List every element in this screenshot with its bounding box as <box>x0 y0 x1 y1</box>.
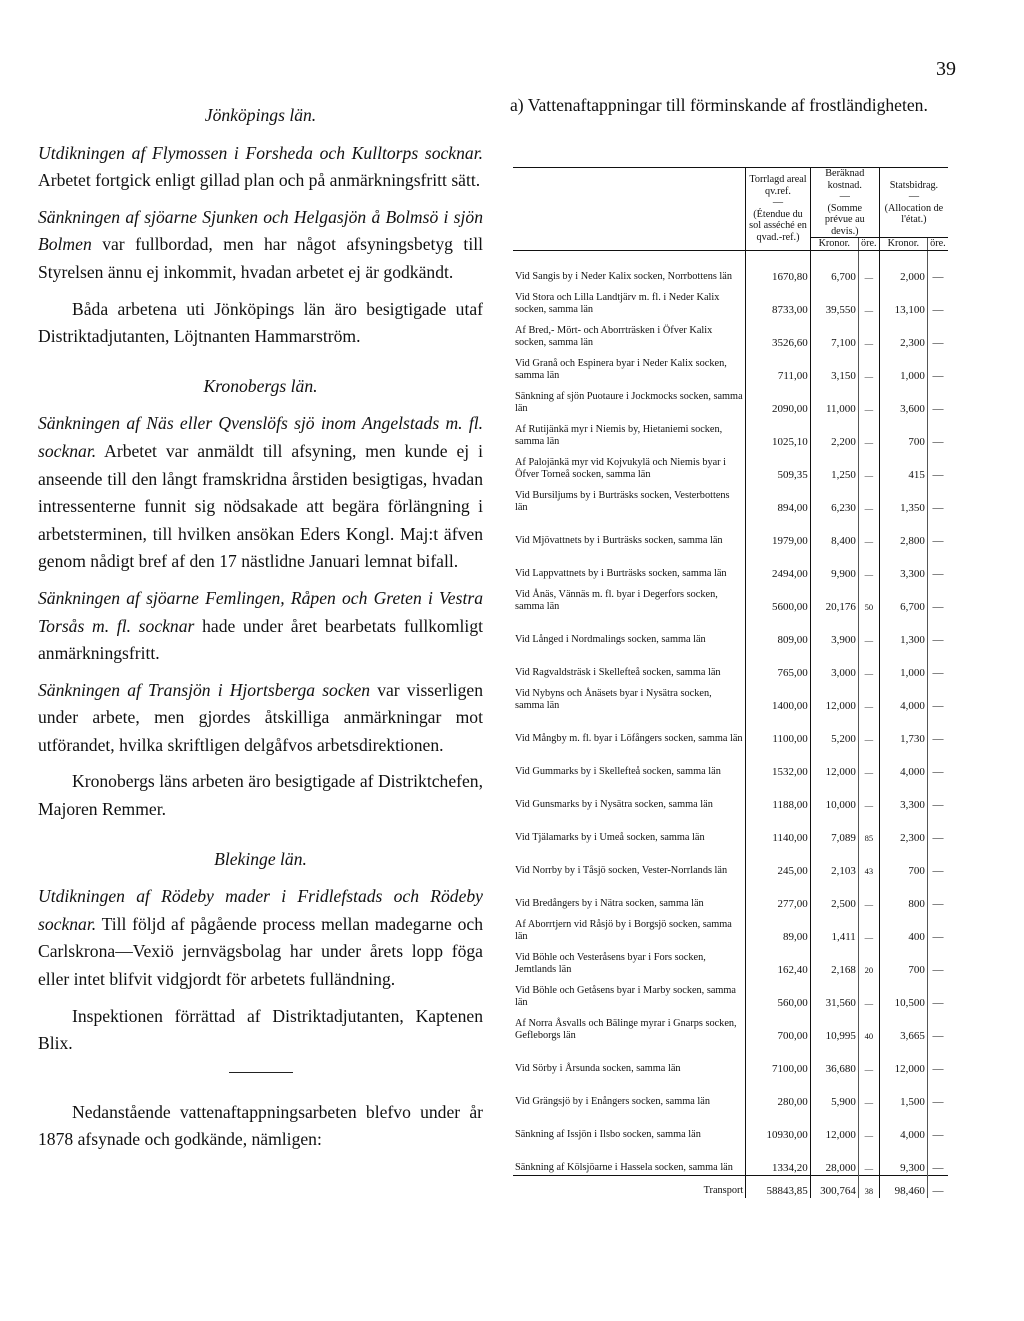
row-place: Vid Ånäs, Vännäs m. fl. byar i Degerfors socken, samma län <box>515 589 718 613</box>
row-area: 711,00 <box>746 350 810 383</box>
row-cost: 7,100 <box>810 317 858 350</box>
paragraph-text: hade under året bearbetats fullkomligt anmärkningsfritt. <box>38 615 484 664</box>
table-row <box>513 647 948 680</box>
row-ore: — <box>858 911 879 944</box>
row-cost: 2,200 <box>810 416 858 449</box>
row-cost: 10,995 <box>810 1010 858 1043</box>
row-grant: 13,100 <box>879 284 927 317</box>
row-ore: 20 <box>858 944 879 977</box>
header-grant-title: Statsbidrag. <box>889 179 939 191</box>
row-cost: 2,500 <box>810 878 858 911</box>
row-place: Af Norra Åsvalls och Bälinge myrar i Gnarps socken, Gefleborgs län <box>515 1018 737 1042</box>
table-row <box>513 250 948 284</box>
row-grant: 400 <box>879 911 927 944</box>
row-place: Vid Mjövattnets by i Burträsks socken, samma län <box>515 535 723 547</box>
row-place: Af Bred,- Mört- och Aborrträsken i Öfver Kalix socken, samma län <box>515 325 713 349</box>
paragraph-title: Sänkningen af Näs eller Qvenslöfs sjö inom Angelstads m. fl. socknar. <box>38 413 483 461</box>
row-ore: — <box>858 1076 879 1109</box>
row-grant: 3,300 <box>879 779 927 812</box>
row-area: 560,00 <box>746 977 810 1010</box>
row-ore: — <box>858 779 879 812</box>
row-ore-grant: — <box>927 581 948 614</box>
row-cost: 9,900 <box>810 548 858 581</box>
paragraph-text: var fullbordad, men har något afsyningsbetyg till Styrelsen ännu ej inkommit, hvadan arbetet ej är godkändt. <box>38 234 483 282</box>
row-grant: 1,350 <box>879 482 927 515</box>
transport-grant: 98,460 <box>879 1175 927 1198</box>
row-grant: 2,800 <box>879 515 927 548</box>
row-ore-grant: — <box>927 614 948 647</box>
row-ore-grant: — <box>927 548 948 581</box>
table-row <box>513 482 948 515</box>
row-ore: — <box>858 383 879 416</box>
row-area: 3526,60 <box>746 317 810 350</box>
row-ore: 40 <box>858 1010 879 1043</box>
table-row <box>513 845 948 878</box>
row-ore: — <box>858 1142 879 1176</box>
row-ore: — <box>858 350 879 383</box>
row-area: 1334,20 <box>746 1142 810 1176</box>
header-area-unit: qv.ref. <box>765 185 791 197</box>
transport-cost: 300,764 <box>810 1175 858 1198</box>
row-ore: — <box>858 482 879 515</box>
header-cost-title: Beräknad kostnad. <box>825 168 865 191</box>
table-row <box>513 812 948 845</box>
row-place: Vid Bursiljums by i Burträsks socken, Vesterbottens län <box>515 490 730 514</box>
row-area: 1979,00 <box>746 515 810 548</box>
row-ore-grant: — <box>927 845 948 878</box>
row-cost: 3,000 <box>810 647 858 680</box>
row-area: 1188,00 <box>746 779 810 812</box>
row-area: 162,40 <box>746 944 810 977</box>
row-cost: 8,400 <box>810 515 858 548</box>
row-grant: 3,600 <box>879 383 927 416</box>
header-cost-french: (Somme prévue au devis.) <box>824 202 865 237</box>
row-area: 894,00 <box>746 482 810 515</box>
row-ore: — <box>858 250 879 284</box>
row-area: 277,00 <box>746 878 810 911</box>
row-ore-grant: — <box>927 515 948 548</box>
row-ore-grant: — <box>927 250 948 284</box>
row-place: Vid Grängsjö by i Enångers socken, samma län <box>515 1096 710 1108</box>
table-row <box>513 449 948 482</box>
row-area: 5600,00 <box>746 581 810 614</box>
row-cost: 36,680 <box>810 1043 858 1076</box>
row-ore-grant: — <box>927 449 948 482</box>
row-cost: 28,000 <box>810 1142 858 1176</box>
paragraph-text: Arbetet fortgick enligt gillad plan och på anmärkningsfritt sätt. <box>38 170 481 191</box>
table-body <box>513 250 948 1175</box>
row-place: Vid Lappvattnets by i Burträsks socken, samma län <box>515 568 727 580</box>
row-area: 245,00 <box>746 845 810 878</box>
row-grant: 1,500 <box>879 1076 927 1109</box>
paragraph-rodeby <box>38 883 483 993</box>
header-grant: Statsbidrag. — (Allocation de l'état.) <box>879 168 948 238</box>
row-place: Vid Granå och Espinera byar i Neder Kalix socken, samma län <box>515 358 727 382</box>
table-row <box>513 944 948 977</box>
row-grant: 415 <box>879 449 927 482</box>
row-area: 809,00 <box>746 614 810 647</box>
paragraph-text: var visserligen under arbete, men gjordes åtskilliga anmärkningar mot utförandet, hvilka skriftligen delgåfvos arbetsdirektionen. <box>38 679 483 755</box>
row-ore: — <box>858 680 879 713</box>
row-place: Vid Sangis by i Neder Kalix socken, Norrbottens län <box>515 271 733 283</box>
row-ore-grant: — <box>927 746 948 779</box>
section-heading-kronoberg: Kronobergs län. <box>203 375 318 396</box>
row-ore: 85 <box>858 812 879 845</box>
table-row <box>513 911 948 944</box>
row-ore: — <box>858 878 879 911</box>
row-ore-grant: — <box>927 812 948 845</box>
row-ore: — <box>858 746 879 779</box>
row-ore: — <box>858 1109 879 1142</box>
row-place: Vid Nybyns och Ånäsets byar i Nysätra socken, samma län <box>515 688 712 712</box>
header-ore-grant: öre. <box>927 238 948 251</box>
row-area: 8733,00 <box>746 284 810 317</box>
paragraph-title: Sänkningen af sjöarne Femlingen, Råpen och Greten i Vestra Torsås m. fl. socknar <box>38 587 483 636</box>
row-ore-grant: — <box>927 1142 948 1176</box>
row-grant: 9,300 <box>879 1142 927 1176</box>
row-cost: 5,200 <box>810 713 858 746</box>
row-area: 765,00 <box>746 647 810 680</box>
row-grant: 1,000 <box>879 350 927 383</box>
row-grant: 1,300 <box>879 614 927 647</box>
row-area: 7100,00 <box>746 1043 810 1076</box>
row-place: Vid Mångby m. fl. byar i Löfångers socken, samma län <box>515 733 743 745</box>
table-row <box>513 581 948 614</box>
table-row <box>513 515 948 548</box>
row-grant: 2,300 <box>879 812 927 845</box>
row-ore-grant: — <box>927 383 948 416</box>
table-row <box>513 977 948 1010</box>
table-row <box>513 317 948 350</box>
row-grant: 12,000 <box>879 1043 927 1076</box>
transport-label: Transport <box>513 1175 746 1198</box>
row-grant: 2,300 <box>879 317 927 350</box>
row-place: Vid Gummarks by i Skellefteå socken, samma län <box>515 766 721 778</box>
row-area: 280,00 <box>746 1076 810 1109</box>
row-ore: — <box>858 284 879 317</box>
row-cost: 3,150 <box>810 350 858 383</box>
paragraph-intro-table: Nedanstående vattenaftappningsarbeten blefvo under år 1878 afsynade och godkände, nämligen: <box>38 1101 483 1150</box>
row-grant: 10,500 <box>879 977 927 1010</box>
row-cost: 12,000 <box>810 1109 858 1142</box>
row-cost: 12,000 <box>810 746 858 779</box>
row-grant: 6,700 <box>879 581 927 614</box>
row-ore: — <box>858 713 879 746</box>
row-ore-grant: — <box>927 1076 948 1109</box>
table-row <box>513 350 948 383</box>
row-grant: 700 <box>879 944 927 977</box>
row-cost: 12,000 <box>810 680 858 713</box>
row-cost: 6,230 <box>810 482 858 515</box>
row-ore-grant: — <box>927 1109 948 1142</box>
row-grant: 4,000 <box>879 1109 927 1142</box>
row-area: 1532,00 <box>746 746 810 779</box>
row-cost: 3,900 <box>810 614 858 647</box>
row-place: Vid Bredångers by i Nätra socken, samma län <box>515 898 704 910</box>
paragraph-title: Utdikningen af Flymossen i Forsheda och Kulltorps socknar. <box>38 142 483 163</box>
row-area: 89,00 <box>746 911 810 944</box>
paragraph-flymossen <box>38 140 483 195</box>
row-ore: — <box>858 1043 879 1076</box>
left-column <box>38 92 483 1163</box>
row-ore: — <box>858 977 879 1010</box>
divider <box>229 1072 293 1073</box>
row-area: 700,00 <box>746 1010 810 1043</box>
row-grant: 4,000 <box>879 680 927 713</box>
row-ore-grant: — <box>927 911 948 944</box>
row-ore: — <box>858 317 879 350</box>
row-cost: 6,700 <box>810 250 858 284</box>
row-ore-grant: — <box>927 284 948 317</box>
table-row <box>513 779 948 812</box>
transport-ore-grant: — <box>927 1175 948 1198</box>
row-cost: 2,168 <box>810 944 858 977</box>
row-ore: — <box>858 449 879 482</box>
header-ore: öre. <box>858 238 879 251</box>
row-grant: 700 <box>879 845 927 878</box>
header-grant-french: (Allocation de l'état.) <box>884 202 944 225</box>
table-row <box>513 1109 948 1142</box>
row-area: 1400,00 <box>746 680 810 713</box>
row-place: Vid Böhle och Getåsens byar i Marby socken, samma län <box>515 985 736 1009</box>
row-area: 2494,00 <box>746 548 810 581</box>
row-area: 509,35 <box>746 449 810 482</box>
row-place: Vid Tjälamarks by i Umeå socken, samma län <box>515 832 705 844</box>
paragraph-femlingen <box>38 585 483 668</box>
row-area: 1140,00 <box>746 812 810 845</box>
row-area: 1670,80 <box>746 250 810 284</box>
paragraph-nas <box>38 410 483 576</box>
row-ore-grant: — <box>927 482 948 515</box>
section-heading-blekinge: Blekinge län. <box>214 848 307 869</box>
transport-row <box>513 1175 948 1198</box>
paragraph-title: Utdikningen af Rödeby mader i Fridlefstads och Rödeby socknar. <box>38 886 483 934</box>
row-ore-grant: — <box>927 647 948 680</box>
paragraph-text: Arbetet var anmäldt till afsyning, men kunde ej i anseende till den långt framskridna årstiden besigtigas, hvadan intressenterne funnit sig nödsakade att begära förlängning i arbetsterminen, till hvilken ansökan Eders Kongl. Maj:t äfven genom nådigt bref af den 17 nästlidne Januari lemnat bifall. <box>38 440 483 572</box>
row-cost: 1,411 <box>810 911 858 944</box>
transport-area: 58843,85 <box>746 1175 810 1198</box>
row-grant: 700 <box>879 416 927 449</box>
row-grant: 3,665 <box>879 1010 927 1043</box>
row-area: 10930,00 <box>746 1109 810 1142</box>
row-cost: 1,250 <box>810 449 858 482</box>
row-ore-grant: — <box>927 944 948 977</box>
table-row <box>513 548 948 581</box>
row-area: 1100,00 <box>746 713 810 746</box>
paragraph-inspection-jonkoping: Båda arbetena uti Jönköpings län äro besigtigade utaf Distriktadjutanten, Löjtnanten Hammarström. <box>38 298 483 347</box>
row-grant: 1,730 <box>879 713 927 746</box>
row-place: Sänkning af Issjön i Ilsbo socken, samma län <box>515 1129 701 1141</box>
paragraph-inspection-kronoberg: Kronobergs läns arbeten äro besigtigade af Distriktchefen, Majoren Remmer. <box>38 771 483 820</box>
table-row <box>513 614 948 647</box>
table-row <box>513 1142 948 1176</box>
row-ore-grant: — <box>927 416 948 449</box>
row-grant: 3,300 <box>879 548 927 581</box>
row-place: Af Aborrtjern vid Råsjö by i Borgsjö socken, samma län <box>515 919 732 943</box>
row-cost: 39,550 <box>810 284 858 317</box>
header-area-title: Torrlagd areal <box>749 174 807 186</box>
row-ore-grant: — <box>927 878 948 911</box>
table-row <box>513 1010 948 1043</box>
row-cost: 10,000 <box>810 779 858 812</box>
row-place: Sänkning af sjön Puotaure i Jockmocks socken, samma län <box>515 391 743 415</box>
table-row <box>513 713 948 746</box>
row-cost: 20,176 <box>810 581 858 614</box>
table-row <box>513 383 948 416</box>
row-grant: 1,000 <box>879 647 927 680</box>
table-row <box>513 284 948 317</box>
table-row <box>513 1076 948 1109</box>
row-ore: — <box>858 548 879 581</box>
table-heading: a) Vattenaftappningar till förminskande af frostländigheten. <box>510 95 928 115</box>
row-place: Vid Gunsmarks by i Nysätra socken, samma län <box>515 799 713 811</box>
row-place: Vid Böhle och Vesteråsens byar i Fors socken, Jemtlands län <box>515 952 706 976</box>
row-ore-grant: — <box>927 350 948 383</box>
row-place: Af Palojänkä myr vid Kojvukylä och Niemis byar i Öfver Torneå socken, samma län <box>515 457 727 481</box>
header-place <box>513 168 746 251</box>
row-ore-grant: — <box>927 1043 948 1076</box>
table-header-row <box>513 168 948 238</box>
table-row <box>513 416 948 449</box>
right-column <box>510 92 980 118</box>
row-ore-grant: — <box>927 779 948 812</box>
row-place: Sänkning af Kölsjöarne i Hassela socken, samma län <box>515 1162 733 1174</box>
page-number: 39 <box>936 58 956 80</box>
row-grant: 2,000 <box>879 250 927 284</box>
header-area-french: (Étendue du sol asséché en qvad.-ref.) <box>749 208 807 243</box>
row-ore-grant: — <box>927 713 948 746</box>
row-area: 1025,10 <box>746 416 810 449</box>
row-place: Af Rutijänkä myr i Niemis by, Hietaniemi socken, samma län <box>515 424 723 448</box>
header-kronor: Kronor. <box>810 238 858 251</box>
paragraph-transjon <box>38 677 483 760</box>
row-ore: 43 <box>858 845 879 878</box>
row-cost: 11,000 <box>810 383 858 416</box>
drainage-table <box>513 167 948 1198</box>
row-ore-grant: — <box>927 977 948 1010</box>
paragraph-text: Till följd af pågående process mellan madegarne och Carlskrona—Vexiö jernvägsbolag har under årets lopp föga eller intet blifvit vidgjordt för arbetets fulländning. <box>38 913 483 990</box>
row-ore-grant: — <box>927 1010 948 1043</box>
row-cost: 31,560 <box>810 977 858 1010</box>
paragraph-inspection-blekinge: Inspektionen förrättad af Distriktadjutanten, Kaptenen Blix. <box>38 1005 483 1054</box>
row-cost: 7,089 <box>810 812 858 845</box>
row-grant: 4,000 <box>879 746 927 779</box>
header-kronor-grant: Kronor. <box>879 238 927 251</box>
row-place: Vid Ragvaldsträsk i Skellefteå socken, samma län <box>515 667 721 679</box>
row-cost: 2,103 <box>810 845 858 878</box>
transport-ore: 38 <box>858 1175 879 1198</box>
row-ore: — <box>858 614 879 647</box>
table-row <box>513 680 948 713</box>
header-cost: Beräknad kostnad. — (Somme prévue au devis.) <box>810 168 879 238</box>
row-cost: 5,900 <box>810 1076 858 1109</box>
row-grant: 800 <box>879 878 927 911</box>
row-ore-grant: — <box>927 317 948 350</box>
row-place: Vid Långed i Nordmalings socken, samma län <box>515 634 706 646</box>
table-row <box>513 746 948 779</box>
row-place: Vid Norrby by i Tåsjö socken, Vester-Norrlands län <box>515 865 728 877</box>
row-ore: — <box>858 416 879 449</box>
paragraph-title: Sänkningen af sjöarne Sjunken och Helgasjön å Bolmsö i sjön Bolmen <box>38 206 483 255</box>
row-area: 2090,00 <box>746 383 810 416</box>
table-row <box>513 1043 948 1076</box>
section-heading-jonkoping: Jönköpings län. <box>204 105 317 125</box>
paragraph-sjunken <box>38 204 483 287</box>
row-ore: — <box>858 515 879 548</box>
row-place: Vid Stora och Lilla Landtjärv m. fl. i Neder Kalix socken, samma län <box>515 292 720 316</box>
row-place: Vid Sörby i Årsunda socken, samma län <box>515 1063 681 1075</box>
paragraph-title: Sänkningen af Transjön i Hjortsberga socken <box>38 679 371 700</box>
row-ore: 50 <box>858 581 879 614</box>
header-area: Torrlagd areal qv.ref. — (Étendue du sol asséché en qvad.-ref.) <box>746 168 810 251</box>
table-row <box>513 878 948 911</box>
row-ore-grant: — <box>927 680 948 713</box>
row-ore: — <box>858 647 879 680</box>
